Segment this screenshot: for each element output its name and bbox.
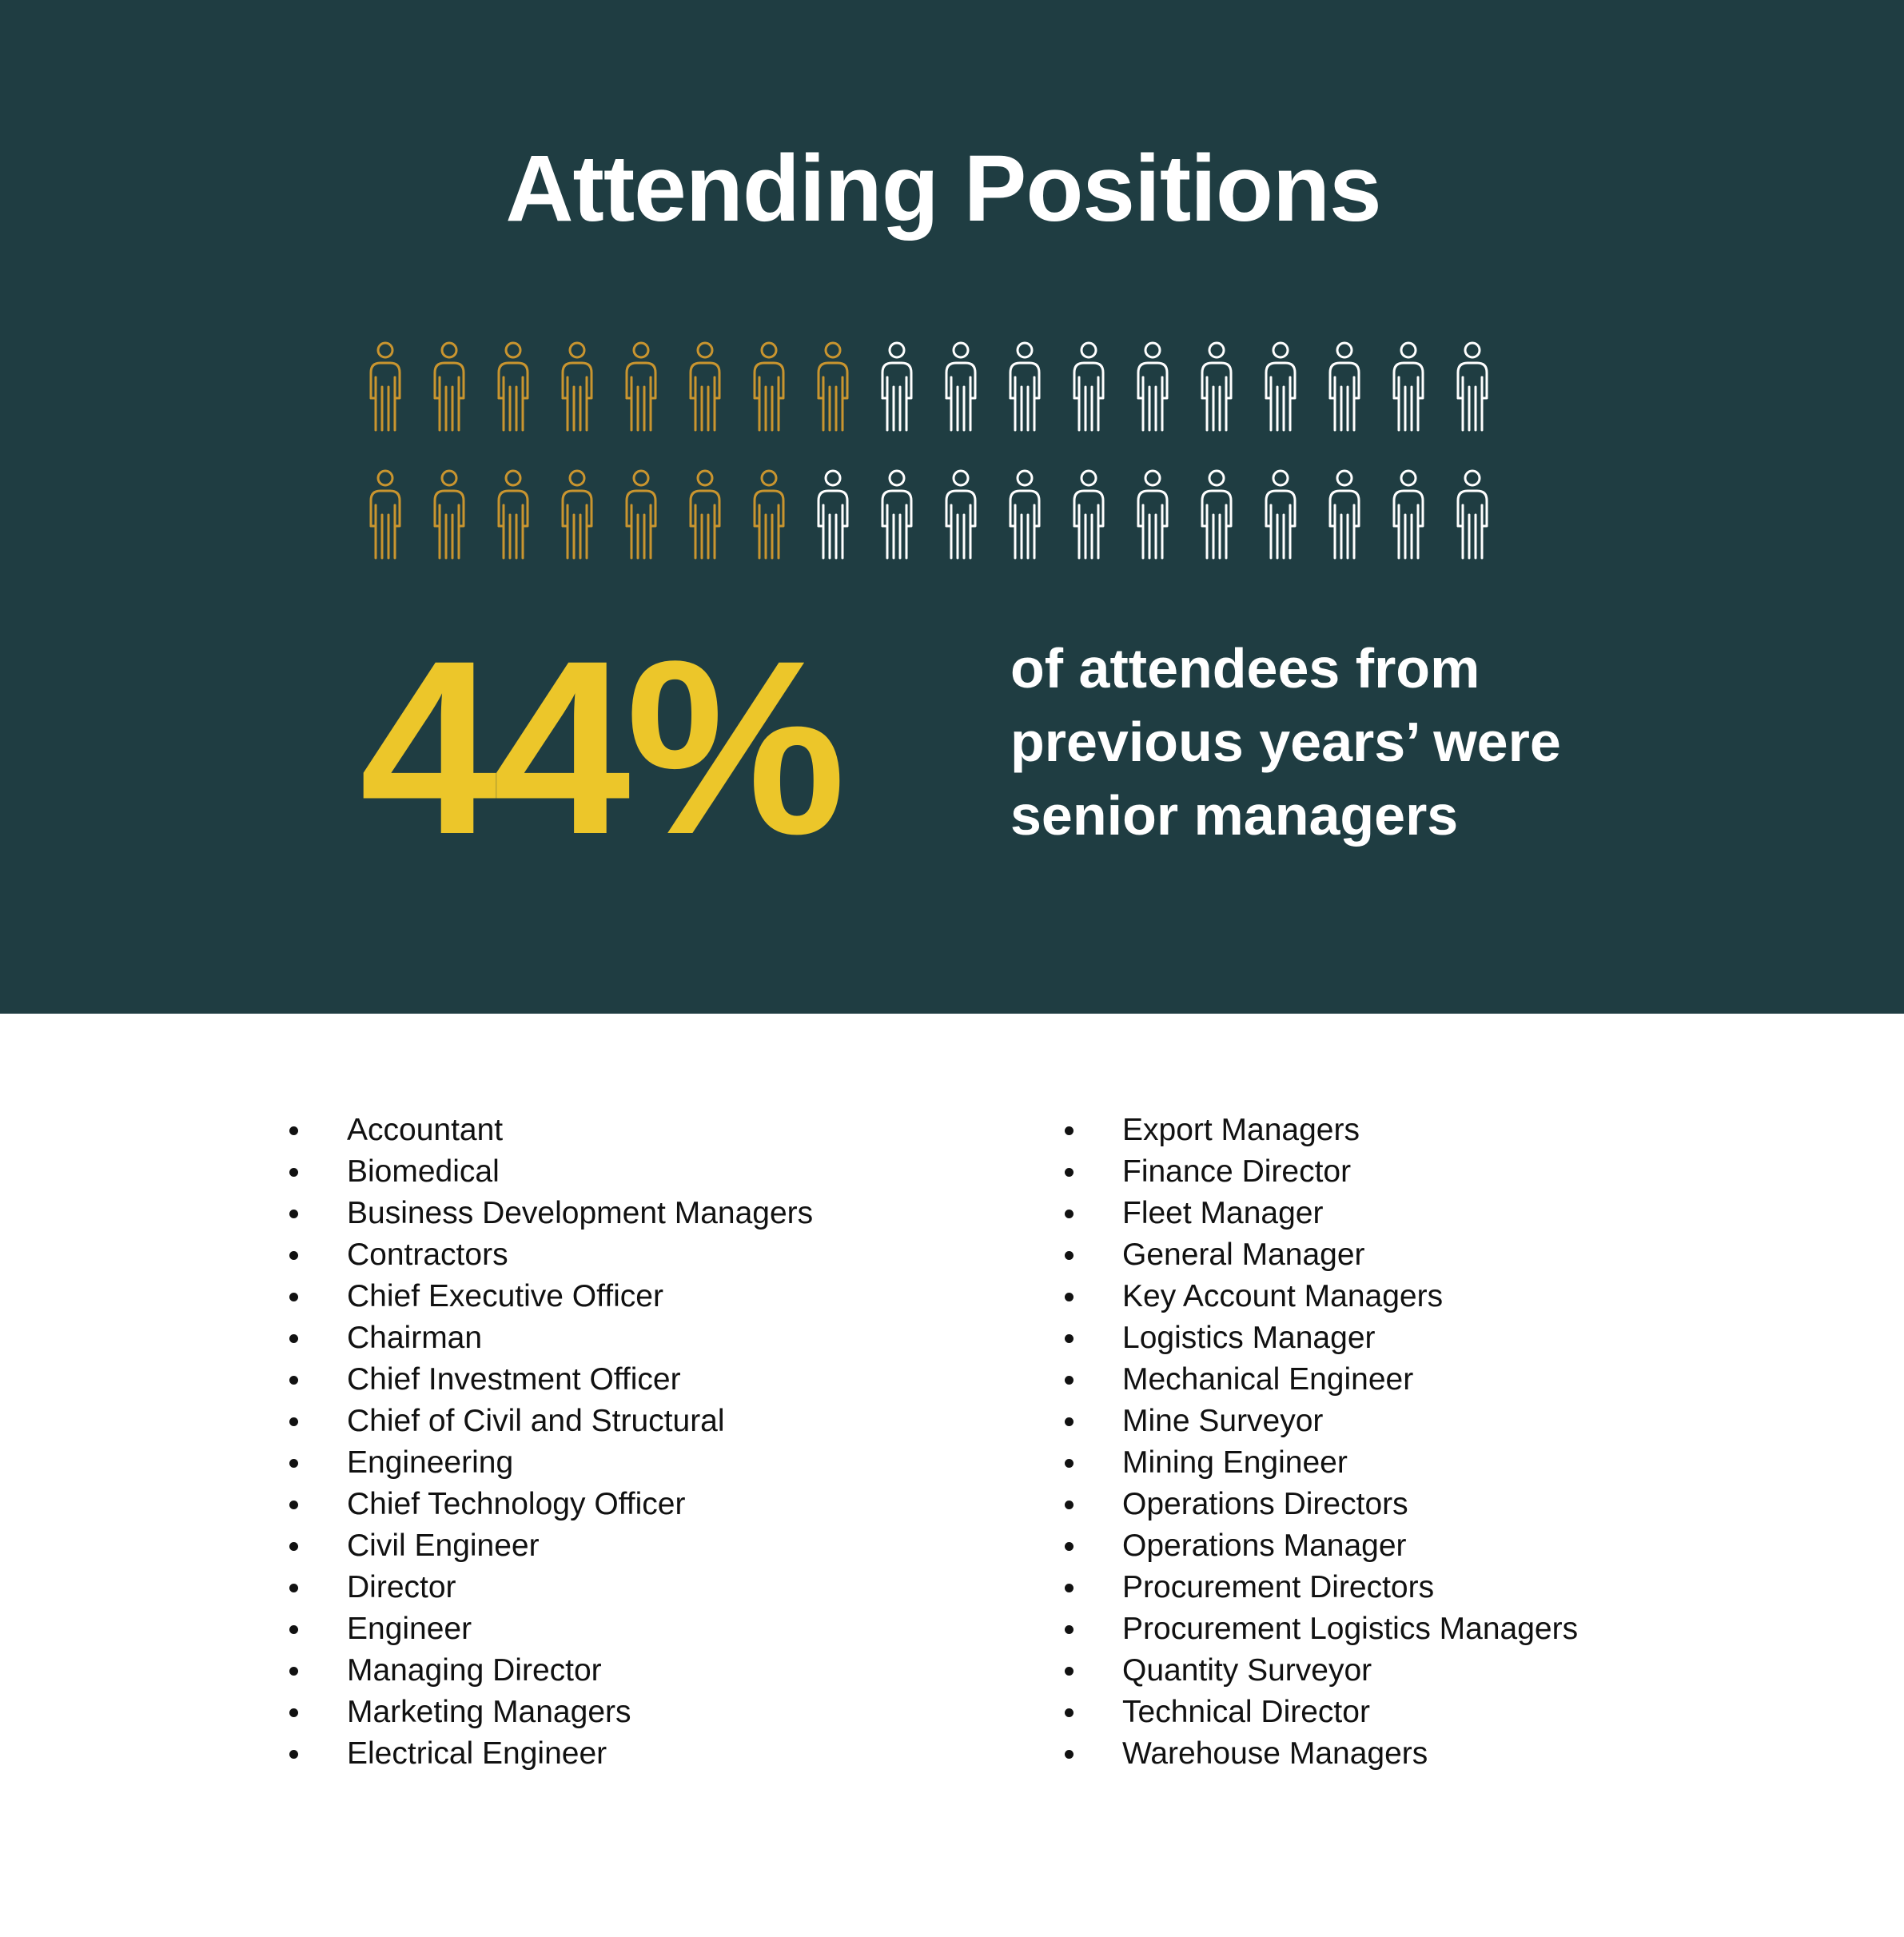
person-icon	[801, 470, 865, 563]
person-icon	[1121, 342, 1185, 435]
bullet-icon	[1065, 1293, 1073, 1301]
person-icon-highlighted	[353, 342, 417, 435]
person-icon	[1185, 342, 1249, 435]
person-icon	[993, 342, 1057, 435]
position-list-item	[1065, 1608, 1578, 1650]
position-list-item	[1065, 1733, 1578, 1775]
position-label: Key Account Managers	[1122, 1279, 1444, 1313]
position-list-item	[1065, 1276, 1578, 1317]
position-label: General Manager	[1122, 1238, 1365, 1272]
position-list-item	[1065, 1359, 1578, 1401]
bullet-icon	[289, 1708, 298, 1717]
person-icon-highlighted	[545, 470, 609, 563]
bullet-icon	[1065, 1126, 1073, 1135]
person-icon-highlighted	[481, 342, 545, 435]
person-icon-highlighted	[737, 470, 801, 563]
position-list-item	[289, 1525, 813, 1567]
people-row-2	[353, 470, 1504, 563]
position-label: Accountant	[347, 1113, 504, 1147]
bullet-icon	[289, 1126, 298, 1135]
bullet-icon	[1065, 1708, 1073, 1717]
position-label: Civil Engineer	[347, 1528, 540, 1563]
position-list-item	[289, 1484, 813, 1525]
position-list-item	[1065, 1317, 1578, 1359]
person-icon	[865, 342, 929, 435]
bullet-icon	[1065, 1210, 1073, 1218]
bullet-icon	[1065, 1625, 1073, 1634]
position-list-item	[289, 1359, 813, 1401]
person-icon	[1312, 342, 1376, 435]
bullet-icon	[1065, 1584, 1073, 1592]
person-icon-highlighted	[545, 342, 609, 435]
person-icon	[929, 342, 993, 435]
bullet-icon	[289, 1750, 298, 1759]
positions-list-right	[1065, 1110, 1578, 1775]
person-icon	[1057, 470, 1121, 563]
person-icon	[1121, 470, 1185, 563]
person-icon	[1249, 470, 1312, 563]
position-label: Technical Director	[1122, 1695, 1370, 1729]
person-icon	[929, 470, 993, 563]
bullet-icon	[289, 1334, 298, 1343]
stat-percentage: 44%	[360, 608, 842, 886]
position-label: Business Development Managers	[347, 1196, 814, 1230]
position-label: Engineer	[347, 1612, 472, 1646]
bullet-icon	[289, 1376, 298, 1385]
position-list-item	[289, 1276, 813, 1317]
bullet-icon	[289, 1210, 298, 1218]
stat-caption-line: senior managers	[1010, 784, 1459, 847]
person-icon	[1249, 342, 1312, 435]
position-list-item	[1065, 1151, 1578, 1193]
person-icon	[1440, 470, 1504, 563]
position-label: Operations Directors	[1122, 1487, 1408, 1521]
position-label: Quantity Surveyor	[1122, 1653, 1372, 1688]
bullet-icon	[1065, 1376, 1073, 1385]
position-list-item	[289, 1650, 813, 1692]
person-icon	[1376, 470, 1440, 563]
position-list-item	[289, 1442, 813, 1484]
person-icon-highlighted	[609, 470, 673, 563]
position-label: Mechanical Engineer	[1122, 1362, 1414, 1397]
position-label: Finance Director	[1122, 1154, 1352, 1189]
person-icon	[1440, 342, 1504, 435]
position-label: Contractors	[347, 1238, 508, 1272]
bullet-icon	[1065, 1750, 1073, 1759]
position-list-item	[289, 1317, 813, 1359]
position-label: Mine Surveyor	[1122, 1404, 1324, 1438]
position-label: Chief Executive Officer	[347, 1279, 663, 1313]
person-icon	[1185, 470, 1249, 563]
position-list-item	[1065, 1234, 1578, 1276]
bullet-icon	[289, 1584, 298, 1592]
position-list-item	[289, 1193, 813, 1234]
position-list-item	[1065, 1484, 1578, 1525]
position-label: Mining Engineer	[1122, 1445, 1348, 1480]
position-label: Operations Manager	[1122, 1528, 1407, 1563]
person-icon	[993, 470, 1057, 563]
position-label: Biomedical	[347, 1154, 500, 1189]
person-icon-highlighted	[737, 342, 801, 435]
stat-caption-line: of attendees from	[1010, 637, 1480, 699]
position-label: Managing Director	[347, 1653, 602, 1688]
bullet-icon	[289, 1251, 298, 1260]
person-icon-highlighted	[353, 470, 417, 563]
position-list-item	[289, 1608, 813, 1650]
position-list-item	[1065, 1193, 1578, 1234]
bullet-icon	[1065, 1251, 1073, 1260]
person-icon	[1312, 470, 1376, 563]
position-label: Warehouse Managers	[1122, 1736, 1428, 1771]
position-label: Director	[347, 1570, 456, 1604]
person-icon	[1376, 342, 1440, 435]
position-label: Chief of Civil and Structural	[347, 1404, 725, 1438]
page-title: Attending Positions	[505, 136, 1381, 241]
position-label: Marketing Managers	[347, 1695, 631, 1729]
positions-list-left	[289, 1110, 813, 1775]
person-icon-highlighted	[673, 470, 737, 563]
bullet-icon	[1065, 1168, 1073, 1177]
position-list-item	[289, 1692, 813, 1733]
bullet-icon	[289, 1293, 298, 1301]
position-label: Fleet Manager	[1122, 1196, 1324, 1230]
position-list-item	[1065, 1401, 1578, 1442]
position-label: Chief Technology Officer	[347, 1487, 686, 1521]
position-list-item	[1065, 1442, 1578, 1484]
bullet-icon	[1065, 1334, 1073, 1343]
bullet-icon	[289, 1459, 298, 1468]
bullet-icon	[289, 1417, 298, 1426]
bullet-icon	[289, 1667, 298, 1676]
position-list-item	[289, 1567, 813, 1608]
bullet-icon	[289, 1625, 298, 1634]
bullet-icon	[1065, 1501, 1073, 1509]
person-icon-highlighted	[609, 342, 673, 435]
position-list-item	[289, 1733, 813, 1775]
bullet-icon	[1065, 1667, 1073, 1676]
position-label: Procurement Directors	[1122, 1570, 1435, 1604]
stat-caption	[1010, 632, 1618, 852]
position-list-item	[1065, 1567, 1578, 1608]
people-row-1	[353, 342, 1504, 435]
position-list-item	[289, 1234, 813, 1276]
position-list-item	[289, 1110, 813, 1151]
position-label: Chief Investment Officer	[347, 1362, 681, 1397]
bullet-icon	[1065, 1417, 1073, 1426]
position-label: Procurement Logistics Managers	[1122, 1612, 1579, 1646]
position-list-item	[1065, 1110, 1578, 1151]
position-list-item	[289, 1401, 813, 1442]
person-icon-highlighted	[673, 342, 737, 435]
stat-caption-line: previous years’ were	[1010, 711, 1561, 773]
bullet-icon	[289, 1542, 298, 1551]
bullet-icon	[1065, 1542, 1073, 1551]
bullet-icon	[1065, 1459, 1073, 1468]
position-list-item	[1065, 1692, 1578, 1733]
position-list-item	[1065, 1525, 1578, 1567]
person-icon-highlighted	[801, 342, 865, 435]
person-icon-highlighted	[417, 342, 481, 435]
position-label: Logistics Manager	[1122, 1321, 1376, 1355]
person-icon-highlighted	[481, 470, 545, 563]
person-icon-highlighted	[417, 470, 481, 563]
person-icon	[865, 470, 929, 563]
position-label: Export Managers	[1122, 1113, 1360, 1147]
position-list-item	[1065, 1650, 1578, 1692]
bullet-icon	[289, 1501, 298, 1509]
position-label: Engineering	[347, 1445, 514, 1480]
position-list-item	[289, 1151, 813, 1193]
position-label: Chairman	[347, 1321, 483, 1355]
person-icon	[1057, 342, 1121, 435]
position-label: Electrical Engineer	[347, 1736, 607, 1771]
bullet-icon	[289, 1168, 298, 1177]
